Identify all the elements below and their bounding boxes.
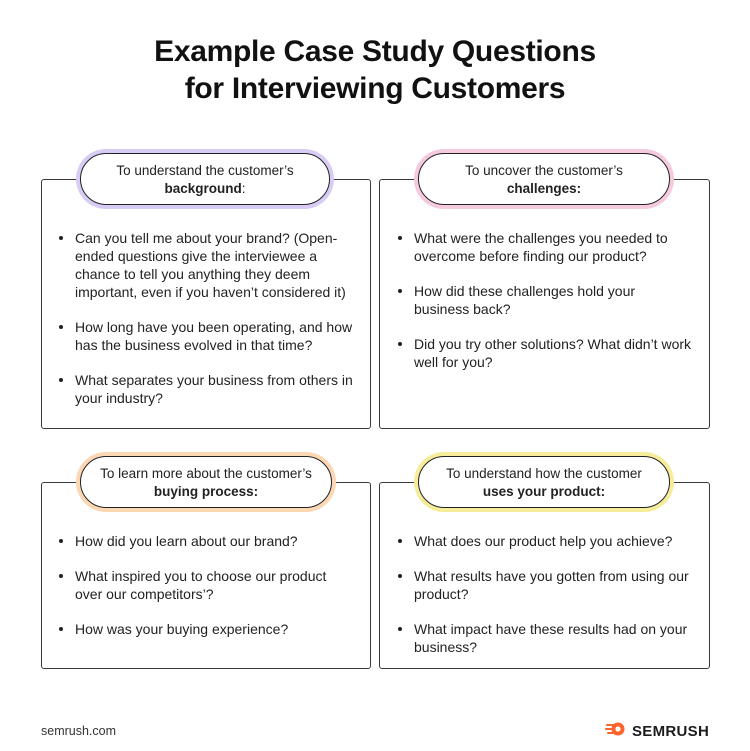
pill-buying-process	[80, 456, 332, 508]
list-item: How did these challenges hold your business back?	[396, 282, 694, 318]
list-item: What does our product help you achieve?	[396, 532, 694, 550]
title-line-2: for Interviewing Customers	[184, 72, 566, 105]
list-item: What were the challenges you needed to overcome before finding our product?	[396, 229, 694, 265]
list-item: What results have you gotten from using our product?	[396, 567, 694, 603]
brand-wordmark: SEMRUSH	[632, 722, 710, 740]
title-line-1: Example Case Study Questions	[154, 35, 596, 68]
pill-text: To uncover the customer’s	[465, 163, 623, 178]
pill-bold: background	[164, 181, 242, 196]
pill-bold-wrap	[81, 180, 329, 198]
list-item: Did you try other solutions? What didn’t work well for you?	[396, 335, 694, 371]
list-item: What inspired you to choose our product over our competitors’?	[57, 567, 357, 603]
semrush-logo	[605, 721, 709, 741]
pill-bold: uses your product:	[482, 484, 606, 499]
pill-text: To understand how the customer	[446, 466, 642, 481]
page-title	[0, 33, 750, 107]
pill-challenges	[418, 153, 670, 205]
question-list-uses-product	[396, 532, 694, 673]
pill-text: To understand the customer’s	[116, 163, 294, 178]
question-list-background	[57, 229, 357, 424]
question-list-buying-process	[57, 532, 357, 655]
list-item: What impact have these results had on your business?	[396, 620, 694, 656]
list-item: Can you tell me about your brand? (Open-ended questions give the interviewee a chance to tell you anything they deem important, even if you haven’t considered it)	[57, 229, 357, 301]
pill-background	[80, 153, 330, 205]
question-list-challenges	[396, 229, 694, 388]
list-item: How long have you been operating, and how has the business evolved in that time?	[57, 318, 357, 354]
semrush-flame-icon	[605, 721, 627, 742]
pill-uses-product	[418, 456, 670, 508]
list-item: How was your buying experience?	[57, 620, 357, 638]
pill-text: To learn more about the customer’s	[100, 466, 312, 481]
list-item: What separates your business from others in your industry?	[57, 371, 357, 407]
list-item: How did you learn about our brand?	[57, 532, 357, 550]
pill-bold: buying process:	[153, 484, 259, 499]
pill-bold: challenges:	[506, 181, 582, 196]
footer-url: semrush.com	[41, 724, 117, 738]
pill-suffix: :	[241, 181, 246, 196]
